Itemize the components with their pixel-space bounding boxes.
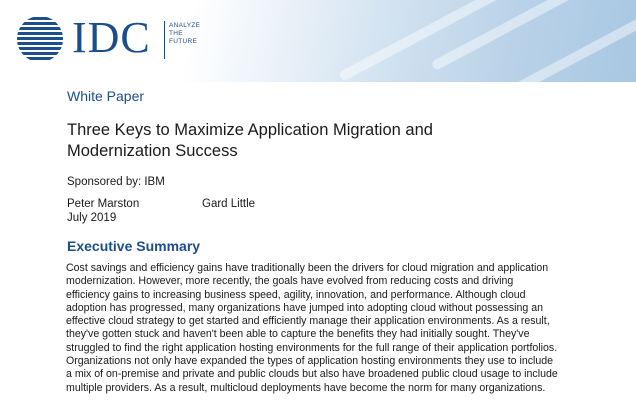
document-body	[67, 88, 627, 395]
sponsor-line: Sponsored by: IBM	[67, 176, 165, 188]
document-title: Three Keys to Maximize Application Migration and Modernization Success	[67, 121, 433, 160]
document-type: White Paper	[67, 88, 145, 104]
section-heading: Executive Summary	[67, 238, 201, 254]
header-banner	[0, 0, 636, 82]
body-paragraph: Cost savings and efficiency gains have traditionally been the drivers for cloud migration and application modernization. However, more recently, the goals have evolved from reducing costs and driving efficiency gains to increasing business speed, agility, innovation, and performance. Although cloud adoption has progressed, many organizations have jumped into adopting cloud without possessing an effective cloud strategy to get started and efficiently manage their application environments. As a result, they've gotten stuck and haven't been able to capture the benefits they had initially sought. They've struggled to find the right application hosting environments for the full range of their application portfolios. Organizations not only have expanded the types of application hosting environments they use to include a mix of on-premise and private and public clouds but also have broadened public cloud usage to include multiple providers. As a result, multicloud deployments have become the norm for many organizations.	[66, 262, 558, 394]
logo-divider	[164, 21, 165, 59]
logo-tagline	[169, 22, 200, 46]
tagline-line: ANALYZE	[169, 22, 201, 29]
logo-text: IDC	[72, 13, 151, 62]
banner-streak	[479, 9, 636, 82]
author-block	[67, 198, 627, 226]
publication-date: July 2019	[67, 212, 117, 224]
author-name: Peter Marston	[67, 198, 140, 210]
tagline-line: FUTURE	[169, 38, 198, 45]
globe-icon	[14, 14, 66, 64]
tagline-line: THE	[169, 30, 183, 37]
author-name: Gard Little	[202, 198, 256, 210]
idc-logo	[14, 14, 214, 64]
